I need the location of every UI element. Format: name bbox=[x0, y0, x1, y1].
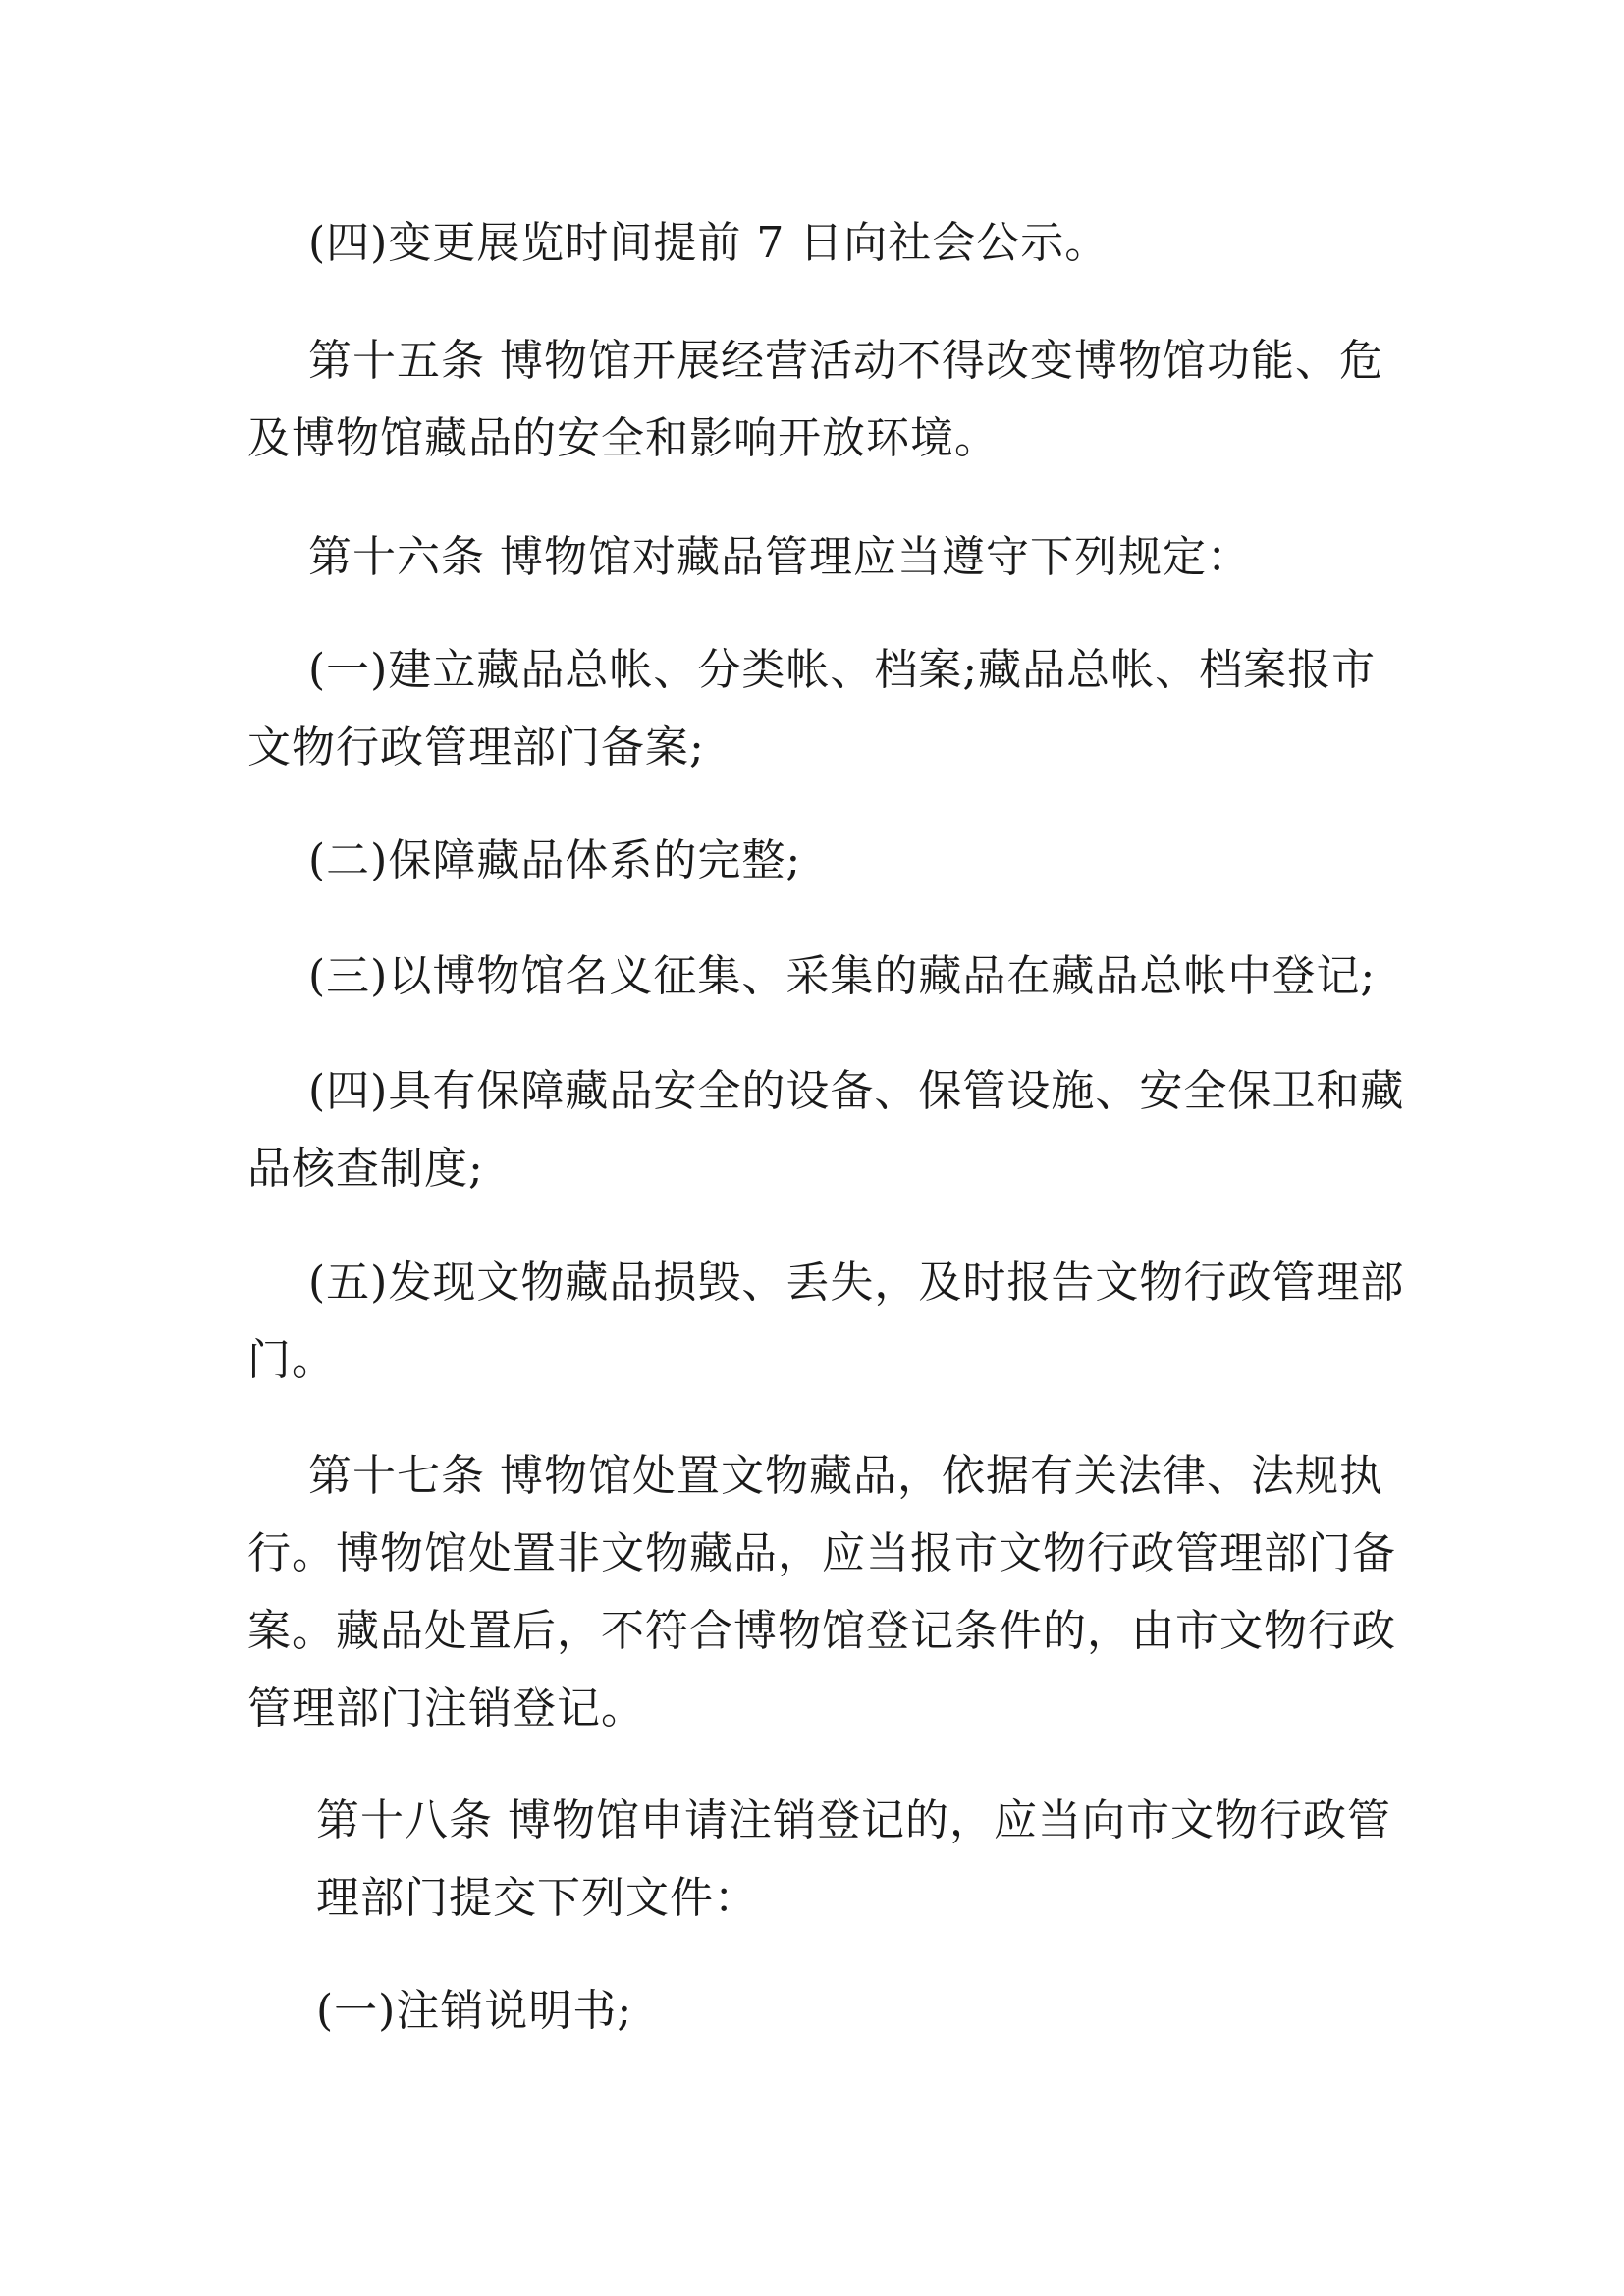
paragraph-exhibition-time bbox=[247, 204, 1386, 282]
paragraph-line: (一)注销说明书; bbox=[316, 1986, 633, 2036]
article-18-item-1 bbox=[316, 1972, 1386, 2050]
article-16-item-5 bbox=[247, 1244, 1405, 1399]
paragraph-line: 第十六条 博物馆对藏品管理应当遵守下列规定： bbox=[308, 532, 1251, 582]
paragraph-line: (二)保障藏品体系的完整; bbox=[308, 835, 802, 885]
paragraph-line: 理部门提交下列文件： bbox=[316, 1873, 758, 1923]
paragraph-line: 第十七条 博物馆处置文物藏品，依据有关法律、法规执 bbox=[308, 1451, 1383, 1501]
article-16-item-4 bbox=[247, 1052, 1405, 1207]
article-16-item-1 bbox=[247, 631, 1386, 786]
article-16-item-3 bbox=[247, 937, 1386, 1015]
paragraph-line: (五)发现文物藏品损毁、丢失，及时报告文物行政管理部 bbox=[308, 1257, 1405, 1308]
article-17 bbox=[247, 1437, 1396, 1747]
paragraph-line: 管理部门注销登记。 bbox=[247, 1683, 645, 1734]
paragraph-line: 品核查制度; bbox=[247, 1144, 484, 1194]
paragraph-line: 案。藏品处置后，不符合博物馆登记条件的，由市文物行政 bbox=[247, 1606, 1396, 1656]
paragraph-line: 行。博物馆处置非文物藏品，应当报市文物行政管理部门备 bbox=[247, 1528, 1396, 1578]
article-16-item-2 bbox=[247, 822, 1386, 899]
article-15 bbox=[247, 322, 1386, 477]
paragraph-line: (一)建立藏品总帐、分类帐、档案;藏品总帐、档案报市 bbox=[308, 645, 1377, 695]
article-18 bbox=[316, 1782, 1391, 1937]
paragraph-line: 文物行政管理部门备案; bbox=[247, 722, 705, 773]
paragraph-line: (四)变更展览时间提前 7 日向社会公示。 bbox=[308, 218, 1110, 268]
article-16 bbox=[247, 518, 1386, 596]
paragraph-line: 门。 bbox=[247, 1335, 336, 1385]
paragraph-line: (三)以博物馆名义征集、采集的藏品在藏品总帐中登记; bbox=[308, 951, 1377, 1001]
paragraph-line: 第十五条 博物馆开展经营活动不得改变博物馆功能、危 bbox=[308, 336, 1383, 386]
paragraph-line: (四)具有保障藏品安全的设备、保管设施、安全保卫和藏 bbox=[308, 1066, 1405, 1116]
paragraph-line: 第十八条 博物馆申请注销登记的，应当向市文物行政管 bbox=[316, 1795, 1391, 1845]
paragraph-line: 及博物馆藏品的安全和影响开放环境。 bbox=[247, 413, 999, 463]
